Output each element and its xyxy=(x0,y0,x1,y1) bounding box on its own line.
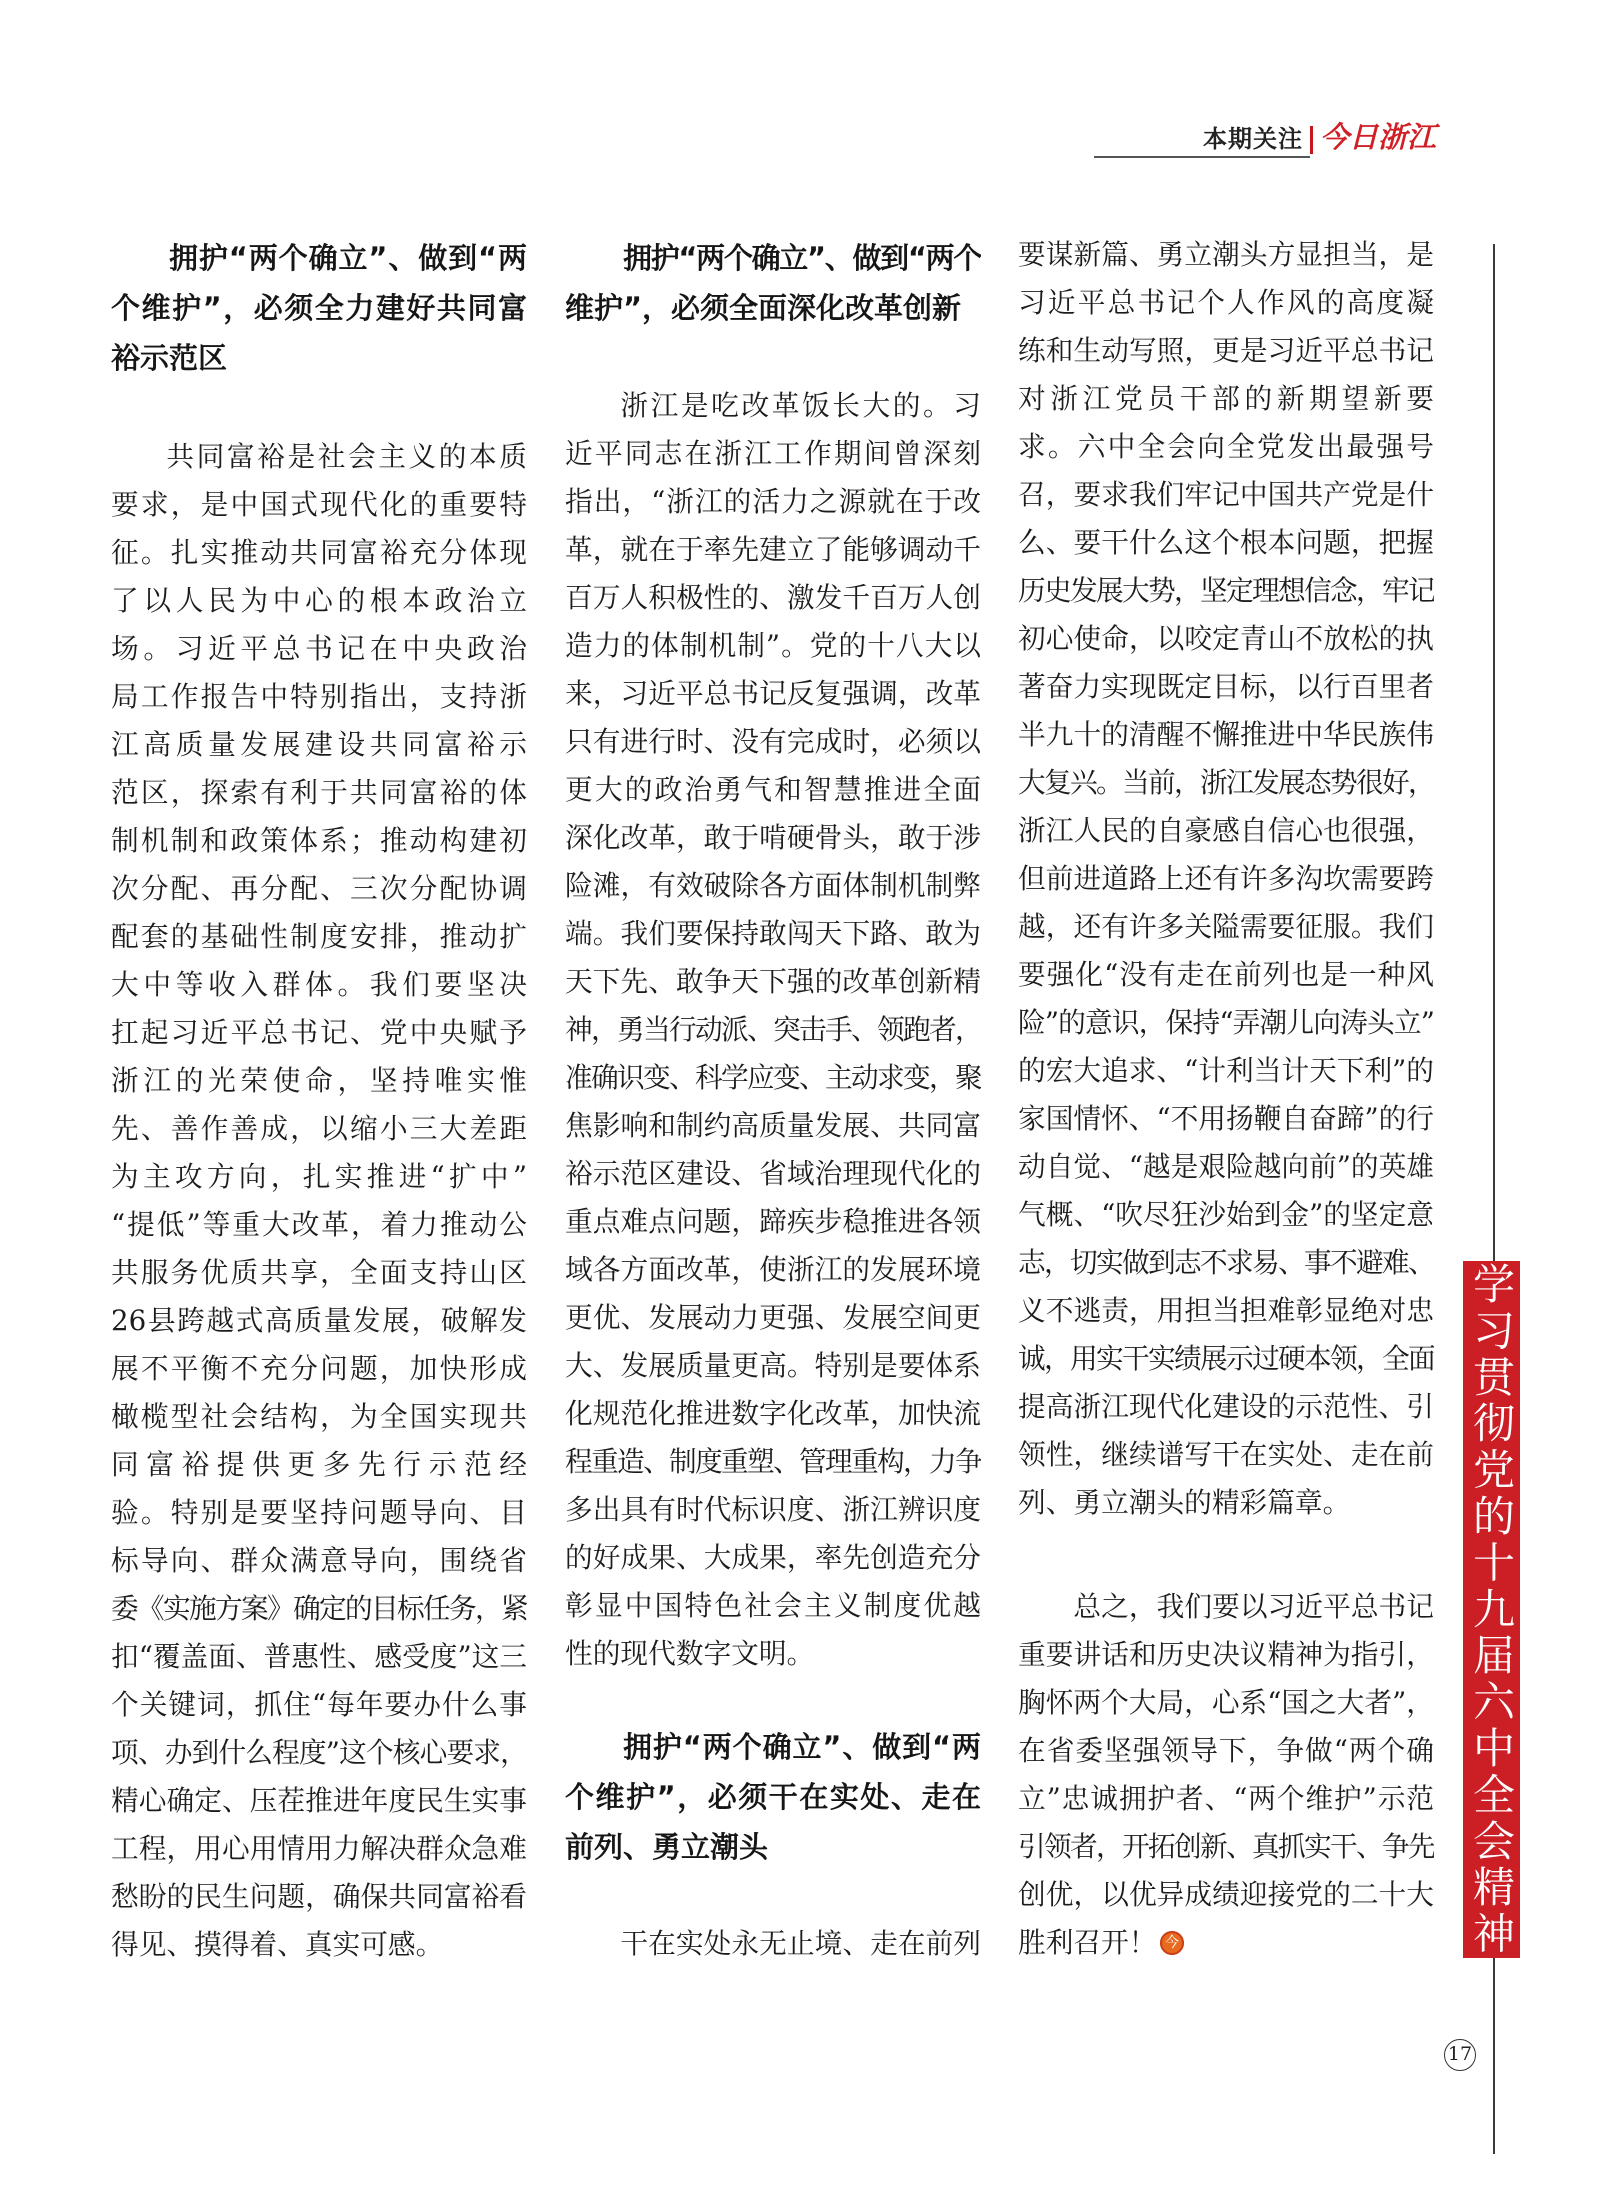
text-line: 橄榄型社会结构，为全国实现共 xyxy=(111,1400,527,1433)
text-line: 近平同志在浙江工作期间曾深刻 xyxy=(565,437,981,470)
text-line: 练和生动写照，更是习近平总书记 xyxy=(1018,334,1434,367)
text-line: 干在实处永无止境、走在前列 xyxy=(620,1927,981,1960)
text-line: 半九十的清醒不懈推进中华民族伟 xyxy=(1018,718,1434,751)
section-heading-common-prosperity xyxy=(111,233,527,383)
text-line: 个维护”，必须全力建好共同富 xyxy=(111,291,527,325)
text-line: 来，习近平总书记反复强调，改革 xyxy=(565,677,981,710)
text-line: 拥护“两个确立”、做到“两 xyxy=(169,241,527,275)
header-divider xyxy=(1310,126,1313,154)
text-line: 得见、摸得着、真实可感。 xyxy=(111,1928,444,1961)
text-line: 求。六中全会向全党发出最强号 xyxy=(1018,430,1434,463)
text-line: 前列、勇立潮头 xyxy=(565,1830,769,1864)
text-line: 次分配、再分配、三次分配协调 xyxy=(111,872,527,905)
text-line: 对浙江党员干部的新期望新要 xyxy=(1018,382,1434,415)
text-line: 愁盼的民生问题，确保共同富裕看 xyxy=(111,1880,527,1913)
text-line: 项、办到什么程度”这个核心要求， xyxy=(111,1736,527,1769)
text-line: 引领者，开拓创新、真抓实干、争先 xyxy=(1018,1830,1434,1863)
text-line: 重点难点问题，蹄疾步稳推进各领 xyxy=(565,1205,981,1238)
text-line: 胸怀两个大局，心系“国之大者”， xyxy=(1018,1686,1434,1719)
text-line: 要求，是中国式现代化的重要特 xyxy=(111,488,527,521)
text-line: 立”忠诚拥护者、“两个维护”示范 xyxy=(1018,1782,1434,1815)
text-line: 险”的意识，保持“弄潮儿向涛头立” xyxy=(1018,1006,1434,1039)
text-line: 革，就在于率先建立了能够调动千 xyxy=(565,533,981,566)
end-mark-icon: 今 xyxy=(1160,1931,1184,1955)
text-line: 域各方面改革，使浙江的发展环境 xyxy=(565,1253,981,1286)
text-line: 焦影响和制约高质量发展、共同富 xyxy=(565,1109,981,1142)
text-line: 裕示范区 xyxy=(111,341,228,375)
text-line: 制机制和政策体系；推动构建初 xyxy=(111,824,527,857)
text-line: 神，勇当行动派、突击手、领跑者， xyxy=(565,1013,981,1046)
text-line: 更大的政治勇气和智慧推进全面 xyxy=(565,773,981,806)
text-line: 维护”，必须全面深化改革创新 xyxy=(565,291,962,325)
text-line: 拥护“两个确立”、做到“两个 xyxy=(623,241,981,275)
text-line: 展不平衡不充分问题，加快形成 xyxy=(111,1352,527,1385)
text-line: 家国情怀、“不用扬鞭自奋蹄”的行 xyxy=(1018,1102,1434,1135)
text-line: 扣“覆盖面、普惠性、感受度”这三 xyxy=(111,1640,527,1673)
text-line: 百万人积极性的、激发千百万人创 xyxy=(565,581,981,614)
text-line: 配套的基础性制度安排，推动扩 xyxy=(111,920,527,953)
text-line: 指出，“浙江的活力之源就在于改 xyxy=(565,485,981,518)
text-line: 江高质量发展建设共同富裕示 xyxy=(111,728,527,761)
text-line: 浙江的光荣使命，坚持唯实惟 xyxy=(111,1064,527,1097)
text-line: 列、勇立潮头的精彩篇章。 xyxy=(1018,1486,1351,1519)
text-line: 深化改革，敢于啃硬骨头，敢于涉 xyxy=(565,821,981,854)
text-line: 多出具有时代标识度、浙江辨识度 xyxy=(565,1493,981,1526)
text-line: 创优，以优异成绩迎接党的二十大 xyxy=(1018,1878,1434,1911)
text-line: 著奋力实现既定目标，以行百里者 xyxy=(1018,670,1434,703)
text-line: 初心使命，以咬定青山不放松的执 xyxy=(1018,622,1434,655)
vertical-banner xyxy=(1463,1261,1520,1958)
text-line: 习近平总书记个人作风的高度凝 xyxy=(1018,286,1434,319)
text-line: 险滩，有效破除各方面体制机制弊 xyxy=(565,869,981,902)
section-heading-reform xyxy=(565,233,981,333)
text-line: 为主攻方向，扎实推进“扩中” xyxy=(111,1160,527,1193)
text-line: 先、善作善成，以缩小三大差距 xyxy=(111,1112,527,1145)
text-line: 征。扎实推动共同富裕充分体现 xyxy=(111,536,527,569)
text-line: 大、发展质量更高。特别是要体系 xyxy=(565,1349,981,1382)
text-line: 性的现代数字文明。 xyxy=(565,1637,815,1670)
text-line: 在省委坚强领导下，争做“两个确 xyxy=(1018,1734,1434,1767)
body-text-reform xyxy=(565,382,981,1678)
banner-text: 学习贯彻党的十九届六中全会精神 xyxy=(1467,1261,1516,1958)
body-text-pioneering-continued xyxy=(1018,231,1434,1527)
text-line: 工程，用心用情用力解决群众急难 xyxy=(111,1832,527,1865)
text-line: 共服务优质共享，全面支持山区 xyxy=(111,1256,527,1289)
margin-rule-bottom xyxy=(1493,1958,1495,2154)
text-line: 个关键词，抓住“每年要办什么事 xyxy=(111,1688,527,1721)
text-line: 精心确定、压茬推进年度民生实事 xyxy=(111,1784,527,1817)
text-line: 同富裕提供更多先行示范经 xyxy=(111,1448,527,1481)
text-line: 大复兴。当前，浙江发展态势很好， xyxy=(1018,766,1434,799)
text-line: 动自觉、“越是艰险越向前”的英雄 xyxy=(1018,1150,1434,1183)
text-line: 裕示范区建设、省域治理现代化的 xyxy=(565,1157,981,1190)
text-line: 志，切实做到志不求易、事不避难、 xyxy=(1018,1246,1434,1279)
text-line: 要强化“没有走在前列也是一种风 xyxy=(1018,958,1434,991)
text-line: 义不逃责，用担当担难彰显绝对忠 xyxy=(1018,1294,1434,1327)
header-rule xyxy=(1094,156,1310,158)
magazine-logo: 今日浙江 xyxy=(1320,120,1437,154)
text-line: 天下先、敢争天下强的改革创新精 xyxy=(565,965,981,998)
text-line: 胜利召开！ xyxy=(1018,1926,1157,1959)
text-line: 领性，继续谱写干在实处、走在前 xyxy=(1018,1438,1434,1471)
text-line: 造力的体制机制”。党的十八大以 xyxy=(565,629,981,662)
text-line: 26县跨越式高质量发展，破解发 xyxy=(111,1304,527,1337)
text-line: 验。特别是要坚持问题导向、目 xyxy=(111,1496,527,1529)
text-line: 只有进行时、没有完成时，必须以 xyxy=(565,725,981,758)
margin-rule-top xyxy=(1493,244,1495,1261)
section-heading-pioneering xyxy=(565,1722,981,1872)
text-line: 化规范化推进数字化改革，加快流 xyxy=(565,1397,981,1430)
text-line: 个维护”，必须干在实处、走在 xyxy=(565,1780,981,1814)
body-text-pioneering-start xyxy=(565,1920,981,1968)
text-line: 重要讲话和历史决议精神为指引， xyxy=(1018,1638,1434,1671)
text-line: 共同富裕是社会主义的本质 xyxy=(166,440,527,473)
text-line: 的好成果、大成果，率先创造充分 xyxy=(565,1541,981,1574)
text-line: 么、要干什么这个根本问题，把握 xyxy=(1018,526,1434,559)
text-line: 提高浙江现代化建设的示范性、引 xyxy=(1018,1390,1434,1423)
text-line: 历史发展大势，坚定理想信念，牢记 xyxy=(1018,574,1434,607)
section-label: 本期关注 xyxy=(1203,125,1303,153)
text-line: 程重造、制度重塑、管理重构，力争 xyxy=(565,1445,981,1478)
text-line: 越，还有许多关隘需要征服。我们 xyxy=(1018,910,1434,943)
text-line: 更优、发展动力更强、发展空间更 xyxy=(565,1301,981,1334)
text-line: “提低”等重大改革，着力推动公 xyxy=(111,1208,527,1241)
text-line: 委《实施方案》确定的目标任务，紧 xyxy=(111,1592,527,1625)
text-line: 端。我们要保持敢闯天下路、敢为 xyxy=(565,917,981,950)
text-line: 了以人民为中心的根本政治立 xyxy=(111,584,527,617)
text-line: 准确识变、科学应变、主动求变，聚 xyxy=(565,1061,981,1094)
text-line: 扛起习近平总书记、党中央赋予 xyxy=(111,1016,527,1049)
text-line: 标导向、群众满意导向，围绕省 xyxy=(111,1544,527,1577)
text-line: 但前进道路上还有许多沟坎需要跨 xyxy=(1018,862,1434,895)
body-text-common-prosperity xyxy=(111,433,527,1969)
text-line: 大中等收入群体。我们要坚决 xyxy=(111,968,527,1001)
text-line: 召，要求我们牢记中国共产党是什 xyxy=(1018,478,1434,511)
text-line: 的宏大追求、“计利当计天下利”的 xyxy=(1018,1054,1434,1087)
text-line: 范区，探索有利于共同富裕的体 xyxy=(111,776,527,809)
text-line: 彰显中国特色社会主义制度优越 xyxy=(565,1589,981,1622)
text-line: 要谋新篇、勇立潮头方显担当，是 xyxy=(1018,238,1434,271)
text-line: 浙江人民的自豪感自信心也很强， xyxy=(1018,814,1434,847)
body-text-conclusion xyxy=(1018,1583,1434,1967)
page-number: 17 xyxy=(1444,2039,1476,2071)
text-line: 浙江是吃改革饭长大的。习 xyxy=(620,389,981,422)
text-line: 拥护“两个确立”、做到“两 xyxy=(623,1730,981,1764)
text-line: 局工作报告中特别指出，支持浙 xyxy=(111,680,527,713)
text-line: 气概、“吹尽狂沙始到金”的坚定意 xyxy=(1018,1198,1434,1231)
text-line: 场。习近平总书记在中央政治 xyxy=(111,632,527,665)
text-line: 总之，我们要以习近平总书记 xyxy=(1073,1590,1434,1623)
text-line: 诚，用实干实绩展示过硬本领，全面 xyxy=(1018,1342,1434,1375)
